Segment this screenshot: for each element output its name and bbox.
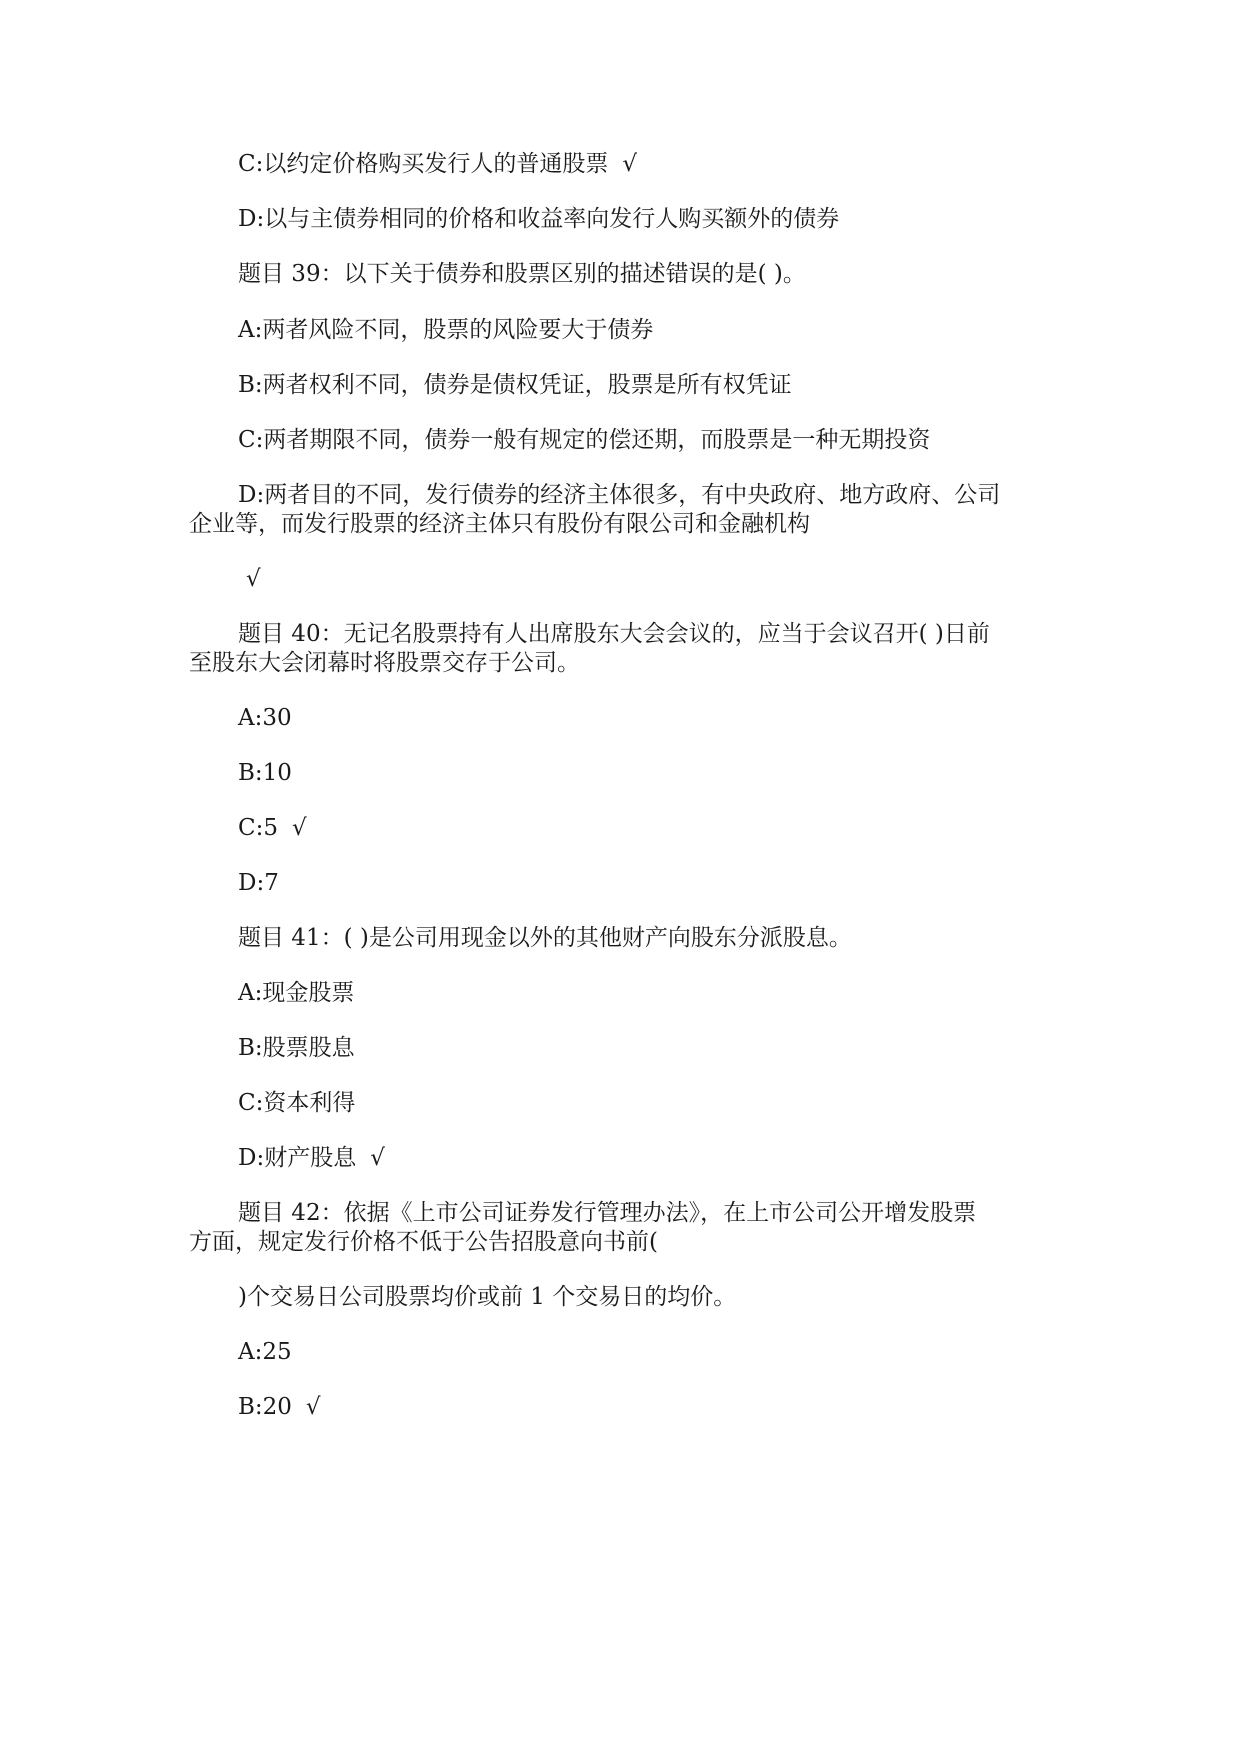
q42-option-a: A:25 [238,1339,292,1365]
q41-title: 题目 41：( )是公司用现金以外的其他财产向股东分派股息。 [238,925,852,951]
q42-title-line1: 题目 42：依据《上市公司证券发行管理办法》，在上市公司公开增发股票 [238,1200,977,1226]
q40-title-line2: 至股东大会闭幕时将股票交存于公司。 [189,650,580,676]
q40-option-a: A:30 [238,705,292,731]
q41-option-b: B:股票股息 [238,1035,355,1061]
correct-check-mark: √ [622,151,638,177]
q42-title-line2: 方面，规定发行价格不低于公告招股意向书前( [189,1229,658,1255]
correct-check-mark: √ [246,566,261,592]
correct-check-mark: √ [305,1394,321,1420]
q40-option-d: D:7 [238,870,279,896]
q40-option-c: C:5 √ [238,815,307,841]
q39-option-b: B:两者权利不同，债券是债权凭证，股票是所有权凭证 [238,372,792,398]
q38-option-d: D:以与主债券相同的价格和收益率向发行人购买额外的债券 [238,206,840,232]
q39-option-d-line1: D:两者目的不同，发行债券的经济主体很多，有中央政府、地方政府、公司 [238,482,1001,508]
q38-option-c: C:以约定价格购买发行人的普通股票 √ [238,151,638,177]
correct-check-mark: √ [370,1145,385,1171]
q40-option-b: B:10 [238,760,292,786]
q39-option-a: A:两者风险不同，股票的风险要大于债券 [238,317,654,343]
q42-title-line3: )个交易日公司股票均价或前 1 个交易日的均价。 [238,1284,737,1310]
correct-check-mark: √ [291,815,307,841]
q39-title: 题目 39：以下关于债券和股票区别的描述错误的是( )。 [238,261,806,287]
q41-option-c: C:资本利得 [238,1090,356,1116]
q39-option-d-line2: 企业等，而发行股票的经济主体只有股份有限公司和金融机构 [189,511,810,537]
q41-option-d: D:财产股息 √ [238,1145,385,1171]
q39-option-c: C:两者期限不同，债券一般有规定的偿还期，而股票是一种无期投资 [238,427,931,453]
q42-option-b: B:20 √ [238,1394,321,1420]
q40-title-line1: 题目 40：无记名股票持有人出席股东大会会议的，应当于会议召开( )日前 [238,621,990,647]
q41-option-a: A:现金股票 [238,980,355,1006]
